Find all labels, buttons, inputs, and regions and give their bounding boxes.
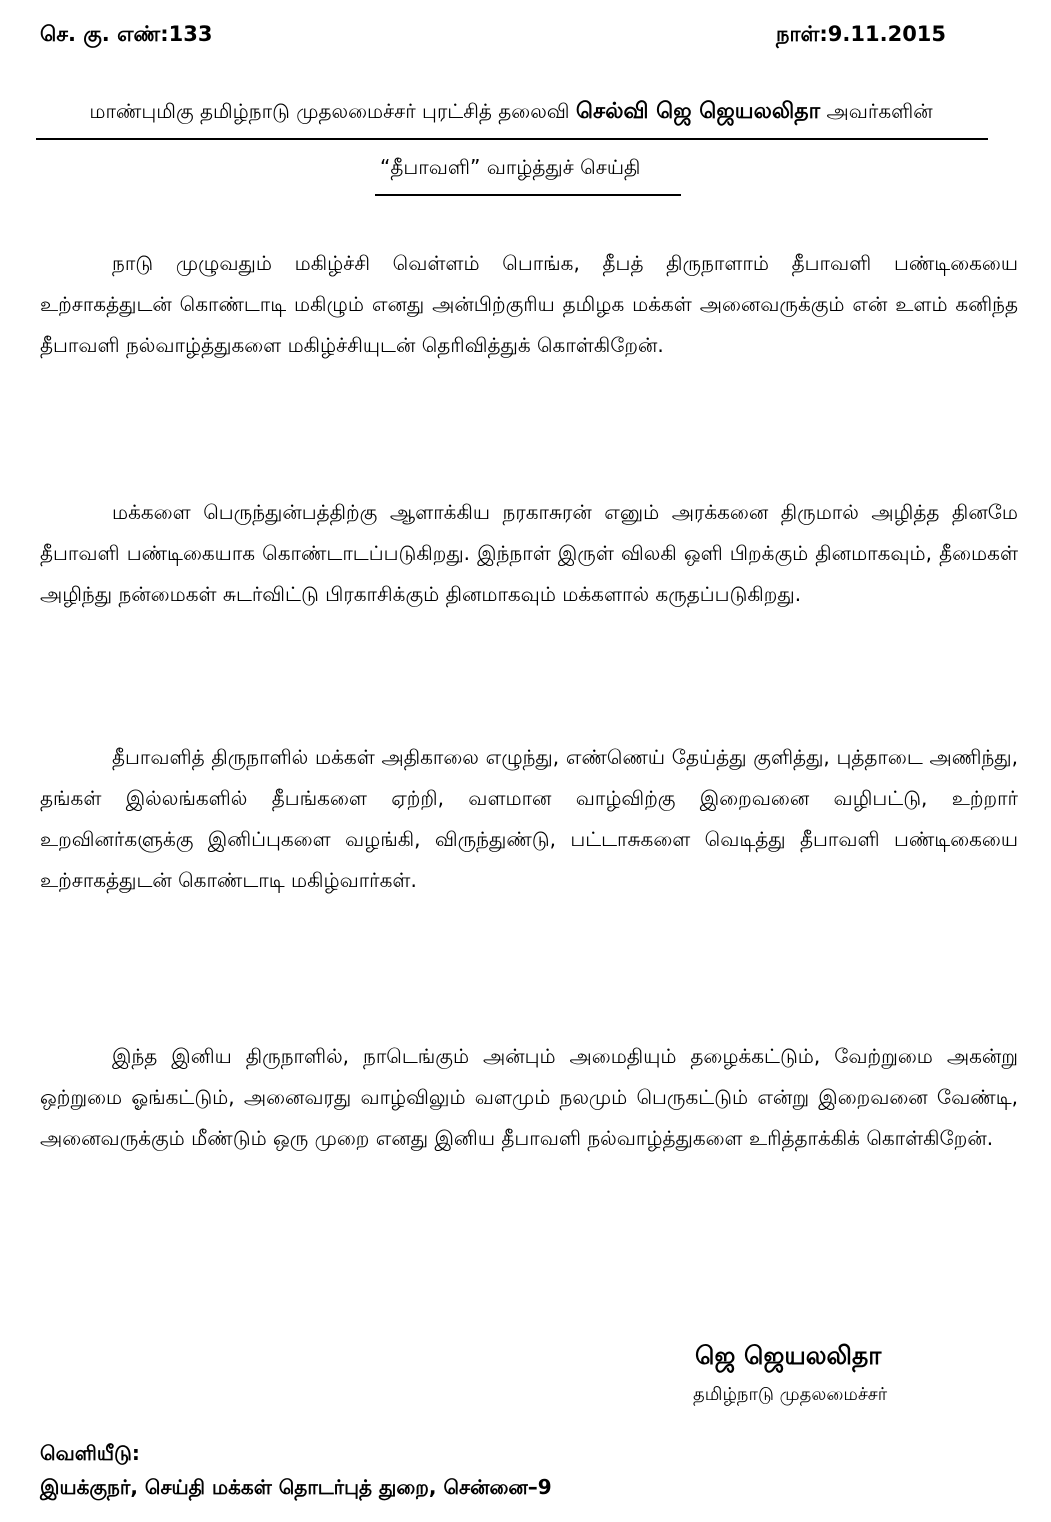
- subtitle-underline: [375, 194, 681, 196]
- reference-number: செ. கு. எண்:133: [40, 22, 213, 46]
- title-underline: [36, 138, 988, 140]
- body-paragraph: இந்த இனிய திருநாளில், நாடெங்கும் அன்பும் அமைதியும் தழைக்கட்டும், வேற்றுமை அகன்று ஒற்றுமை ஓங்கட்டும், அனைவரது வாழ்விலும் வளமும் நலமும் பெருகட்டும் என்று இறைவனை வேண்டி, அனைவருக்கும் மீண்டும் ஒரு முறை எனது இனிய தீபாவளி நல்வாழ்த்துகளை உரித்தாக்கிக் கொள்கிறேன்.: [40, 1044, 1018, 1150]
- body-paragraph: தீபாவளித் திருநாளில் மக்கள் அதிகாலை எழுந்து, எண்ணெய் தேய்த்து குளித்து, புத்தாடை அணிந்து, தங்கள் இல்லங்களில் தீபங்களை ஏற்றி, வளமான வாழ்விற்கு இறைவனை வழிபட்டு, உற்றார் உறவினர்களுக்கு இனிப்புகளை வழங்கி, விருந்துண்டு, பட்டாசுகளை வெடித்து தீபாவளி பண்டிகையை உற்சாகத்துடன் கொண்டாடி மகிழ்வார்கள்.: [40, 745, 1018, 892]
- signatory-designation: தமிழ்நாடு முதலமைச்சர்: [693, 1384, 888, 1405]
- document-subtitle: “தீபாவளி” வாழ்த்துச் செய்தி: [380, 155, 641, 179]
- title-name: செல்வி ஜெ ஜெயலலிதா: [575, 99, 821, 124]
- signatory-name: ஜெ ஜெயலலிதா: [695, 1341, 882, 1370]
- release-date: நாள்:9.11.2015: [776, 22, 947, 46]
- title-suffix: அவர்களின்: [820, 99, 933, 123]
- release-label: வெளியீடு:: [40, 1441, 140, 1465]
- release-issuer: இயக்குநர், செய்தி மக்கள் தொடர்புத் துறை, சென்னை–9: [40, 1475, 552, 1499]
- body-paragraph: மக்களை பெருந்துன்பத்திற்கு ஆளாக்கிய நரகாசுரன் எனும் அரக்கனை திருமால் அழித்த தினமே தீபாவளி பண்டிகையாக கொண்டாடப்படுகிறது. இந்நாள் இருள் விலகி ஒளி பிறக்கும் தினமாகவும், தீமைகள் அழிந்து நன்மைகள் சுடர்விட்டு பிரகாசிக்கும் தினமாகவும் மக்களால் கருதப்படுகிறது.: [40, 500, 1018, 606]
- document-title: [36, 99, 986, 127]
- title-prefix: மாண்புமிகு தமிழ்நாடு முதலமைச்சர் புரட்சித் தலைவி: [89, 99, 576, 123]
- body-paragraph: நாடு முழுவதும் மகிழ்ச்சி வெள்ளம் பொங்க, தீபத் திருநாளாம் தீபாவளி பண்டிகையை உற்சாகத்துடன் கொண்டாடி மகிழும் எனது அன்பிற்குரிய தமிழக மக்கள் அனைவருக்கும் என் உளம் கனிந்த தீபாவளி நல்வாழ்த்துகளை மகிழ்ச்சியுடன் தெரிவித்துக் கொள்கிறேன்.: [40, 251, 1018, 357]
